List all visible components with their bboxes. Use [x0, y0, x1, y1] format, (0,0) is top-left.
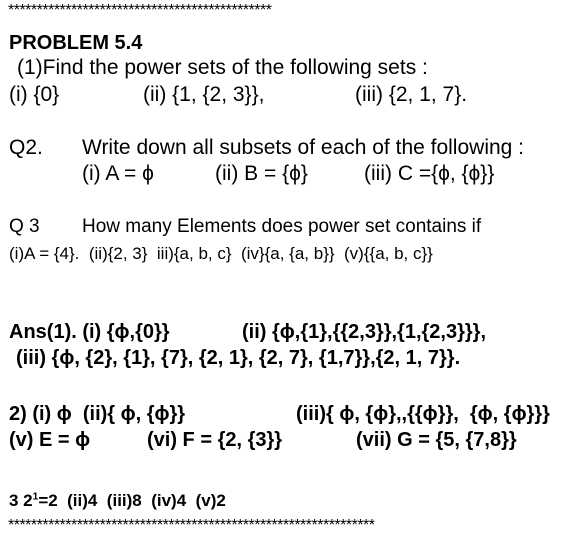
q2-prompt: Write down all subsets of each of the following : — [82, 136, 525, 159]
q2-part-ii: (ii) B = {ϕ} — [215, 162, 308, 185]
q1-part-iii: (iii) {2, 1, 7}. — [355, 83, 468, 106]
q1-part-i: (i) {0} — [9, 83, 60, 106]
ans2-line1-b: (iii){ ϕ, {ϕ},,{{ϕ}}, {ϕ, {ϕ}}} — [296, 403, 550, 425]
problem-title: PROBLEM 5.4 — [9, 32, 143, 54]
ans2-part-v: (v) E = ϕ — [9, 429, 91, 451]
ans3-exponent: 1 — [32, 491, 39, 503]
q2-part-iii: (iii) C ={ϕ, {ϕ}} — [364, 162, 495, 185]
q3-prompt: How many Elements does power set contains if — [82, 216, 482, 237]
ans1-line1-part-ii: (ii) {ϕ,{1},{{2,3}},{1,{2,3}}}, — [242, 321, 487, 343]
q3-parts: (i)A = {4}. (ii){2, 3} iii){a, b, c} (iv}{a, {a, b}} (v){{a, b, c}} — [9, 244, 433, 263]
q1-prompt: (1)Find the power sets of the following sets : — [17, 56, 428, 79]
ans3-line — [9, 490, 226, 512]
q2-part-i: (i) A = ϕ — [82, 162, 154, 185]
ans2-line1-a: 2) (i) ϕ (ii){ ϕ, {ϕ}} — [9, 403, 186, 425]
q2-label: Q2. — [9, 136, 43, 159]
star-divider-top: ********************************************** — [8, 3, 272, 19]
ans1-line2: (iii) {ϕ, {2}, {1}, {7}, {2, 1}, {2, 7}, {1,7}},{2, 1, 7}}. — [16, 347, 461, 369]
ans2-part-vi: (vi) F = {2, {3}} — [147, 429, 283, 451]
ans1-line1-label: Ans(1). (i) {ϕ,{0}} — [9, 321, 170, 343]
ans3-prefix: 3 2 — [9, 491, 33, 510]
ans3-rest: =2 (ii)4 (iii)8 (iv)4 (v)2 — [38, 491, 226, 510]
q3-label: Q 3 — [9, 216, 40, 237]
star-divider-bottom: **************************************************************** — [8, 518, 375, 534]
q1-part-ii: (ii) {1, {2, 3}}, — [143, 83, 265, 106]
ans2-part-vii: (vii) G = {5, {7,8}} — [356, 429, 517, 451]
